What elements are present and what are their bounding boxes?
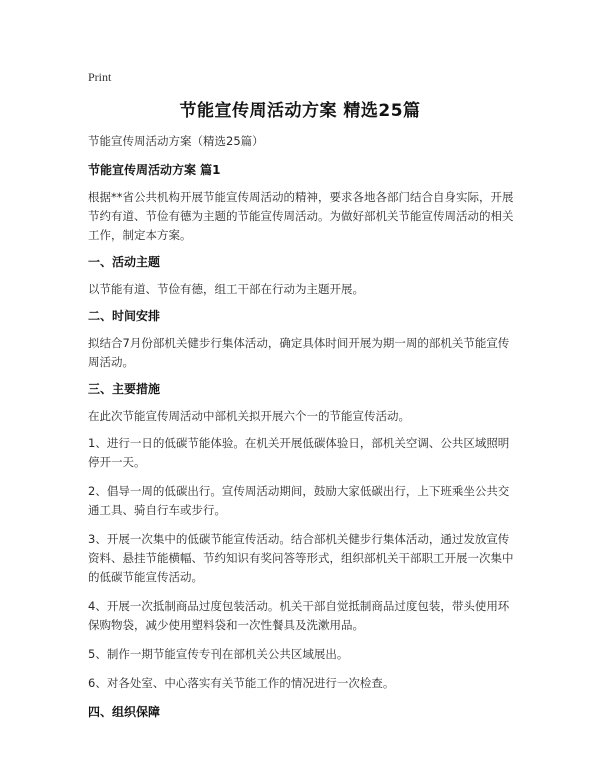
list-item: 3、开展一次集中的低碳节能宣传活动。结合部机关健步行集体活动，通过发放宣传资料、悬挂节能横幅、节约知识有奖问答等形式，组织部机关干部职工开展一次集中的低碳节能宣传活动。	[88, 532, 514, 584]
print-label[interactable]: Print	[88, 70, 112, 84]
list-item: 6、对各处室、中心落实有关节能工作的情况进行一次检查。	[88, 676, 395, 690]
section-heading-measures: 三、主要措施	[88, 382, 161, 396]
list-item: 1、进行一日的低碳节能体验。在机关开展低碳体验日，部机关空调、公共区域照明停开一天。	[88, 436, 510, 469]
section-text-theme: 以节能有道、节俭有德，组工干部在行动为主题开展。	[88, 282, 364, 296]
section-heading-theme: 一、活动主题	[88, 255, 161, 269]
section-heading-schedule: 二、时间安排	[88, 309, 161, 323]
page-title: 节能宣传周活动方案 精选25篇	[179, 101, 421, 121]
list-item: 2、倡导一周的低碳出行。宣传周活动期间，鼓励大家低碳出行，上下班乘坐公共交通工具、骑自行车或步行。	[88, 484, 510, 517]
document-body	[88, 132, 518, 730]
list-item: 4、开展一次抵制商品过度包装活动。机关干部自觉抵制商品过度包装，带头使用环保购物袋，减少使用塑料袋和一次性餐具及洗漱用品。	[88, 599, 510, 632]
list-item: 5、制作一期节能宣传专刊在部机关公共区域展出。	[88, 647, 349, 661]
section-text-measures-intro: 在此次节能宣传周活动中部机关拟开展六个一的节能宣传活动。	[88, 409, 410, 423]
document-subtitle: 节能宣传周活动方案（精选25篇）	[88, 134, 264, 148]
article-title: 节能宣传周活动方案 篇1	[88, 163, 221, 177]
section-heading-organization: 四、组织保障	[88, 705, 161, 719]
section-text-schedule: 拟结合7月份部机关健步行集体活动，确定具体时间开展为期一周的部机关节能宣传周活动。	[88, 336, 510, 369]
intro-paragraph: 根据**省公共机构开展节能宣传周活动的精神，要求各地各部门结合自身实际，开展节约有道、节俭有德为主题的节能宣传周活动。为做好部机关节能宣传周活动的相关工作，制定本方案。	[88, 190, 514, 242]
